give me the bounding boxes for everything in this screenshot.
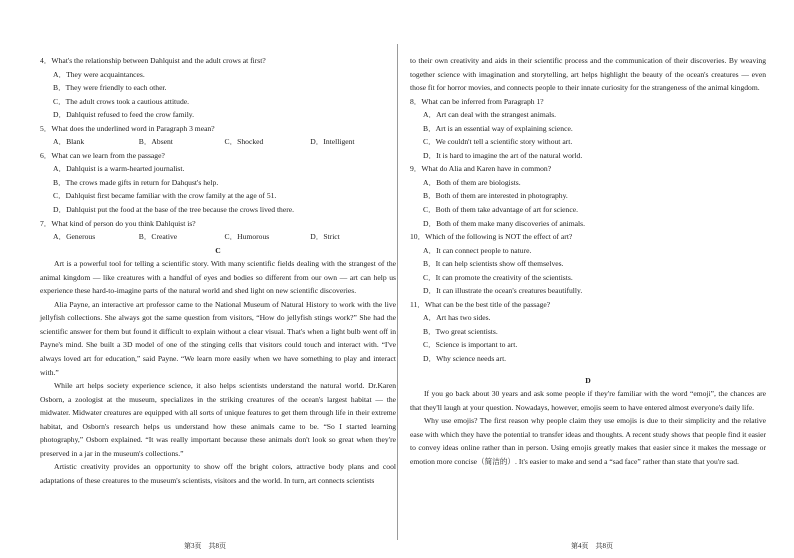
q6-option-c: C．Dahlquist first became familiar with the crow family at the age of 51. bbox=[53, 191, 277, 201]
question-7: 7．What kind of person do you think Dahlquist is? bbox=[40, 218, 196, 228]
passage-c-paragraph-1: Art is a powerful tool for telling a scientific story. With many scientific fields dealing with the strangest of the animal kingdom — like creatures with a handful of eyes and bodies so different from our own — art can help us experience these hard-to-imagine parts of the natural world and shed light on new scientific discoveries. bbox=[40, 259, 396, 296]
passage-c-paragraph-2: Alia Payne, an interactive art professor came to the National Museum of Natural History to work with the live jellyfish collections. She always got the same question from visitors, “How do jellyfish stings work?” She had the scientific answer for them but found it difficult to explain without a clear visual. That's when a light bulb went off in Payne's mind. She built a 3D model of one of the stinging cells that visitors could touch and interact with. “I've always loved art for education,” said Payne. “We learn more easily when we have something to play and interact with.” bbox=[40, 299, 396, 377]
q5-option-c: C．Shocked bbox=[224, 137, 264, 147]
q5-option-d: D．Intelligent bbox=[310, 137, 355, 147]
q10-option-b: B．It can help scientists show off themselves. bbox=[423, 259, 564, 269]
q7-option-a: A．Generous bbox=[53, 232, 96, 242]
q4-option-b: B．They were friendly to each other. bbox=[53, 83, 167, 93]
passage-c-paragraph-4: Artistic creativity provides an opportunity to show off the bright colors, attractive body plans and cool adaptations of these creatures to the museum's scientists, visitors and the world. In turn, art connects scientists bbox=[40, 462, 396, 485]
section-c-heading: C bbox=[215, 245, 221, 255]
q6-option-d: D．Dahlquist put the food at the base of the tree because the crows lived there. bbox=[53, 205, 295, 215]
q8-option-b: B．Art is an essential way of explaining science. bbox=[423, 123, 573, 133]
question-4: 4．What's the relationship between Dahlquist and the adult crows at first? bbox=[40, 56, 266, 65]
q10-option-c: C．It can promote the creativity of the scientists. bbox=[423, 272, 573, 282]
q8-option-a: A．Art can deal with the strangest animals. bbox=[423, 110, 557, 120]
q7-option-c: C．Humorous bbox=[224, 232, 270, 242]
question-8: 8．What can be inferred from Paragraph 1? bbox=[410, 96, 544, 106]
q5-option-a: A．Blank bbox=[53, 137, 85, 147]
passage-c-paragraph-3: While art helps society experience science, it also helps scientists understand the natural world. Dr.Karen Osborn, a zoologist at the museum, specializes in the striking creatures of the ocean's largest habitat — the midwater. Midwater creatures are equipped with all sorts of unique features to get them through life in their extreme habitat, and Osborn's research helps us understand how these animals came to be. “So I started learning photography,” Osborn explained. “It was really important because these animals don't look so great when they're preserved in a jar in the museum's collections.” bbox=[40, 381, 396, 458]
left-column bbox=[40, 54, 396, 488]
page-number-right: 第4页 共8页 bbox=[571, 542, 613, 550]
q4-option-d: D．Dahlquist refused to feed the crow family. bbox=[53, 110, 195, 120]
q9-option-a: A．Both of them are biologists. bbox=[423, 177, 521, 187]
q4-option-c: C．The adult crows took a cautious attitude. bbox=[53, 96, 190, 106]
q6-option-a: A．Dahlquist is a warm-hearted journalist. bbox=[53, 164, 185, 174]
column-divider bbox=[397, 44, 398, 540]
q11-option-d: D．Why science needs art. bbox=[423, 354, 507, 364]
q7-option-b: B．Creative bbox=[138, 232, 178, 242]
q8-option-d: D．It is hard to imagine the art of the natural world. bbox=[423, 150, 583, 160]
q4-option-a: A．They were acquaintances. bbox=[53, 69, 145, 79]
question-6: 6．What can we learn from the passage? bbox=[40, 150, 165, 160]
page-number-left: 第3页 共8页 bbox=[184, 542, 226, 550]
q5-options bbox=[53, 135, 396, 149]
right-column bbox=[410, 54, 766, 468]
section-d-heading: D bbox=[585, 375, 591, 385]
q9-option-d: D．Both of them make many discoveries of animals. bbox=[423, 218, 585, 228]
q11-option-a: A．Art has two sides. bbox=[423, 313, 491, 323]
q8-option-c: C．We couldn't tell a scientific story without art. bbox=[423, 137, 573, 147]
q5-option-b: B．Absent bbox=[138, 137, 173, 147]
q9-option-b: B．Both of them are interested in photography. bbox=[423, 191, 568, 201]
q7-option-d: D．Strict bbox=[310, 232, 340, 242]
q11-option-b: B．Two great scientists. bbox=[423, 326, 498, 336]
q10-option-a: A．It can connect people to nature. bbox=[423, 245, 532, 255]
q7-options bbox=[53, 230, 396, 244]
question-5-text: 5．What does the underlined word in Paragraph 3 mean? bbox=[40, 123, 215, 133]
question-5 bbox=[40, 122, 396, 136]
q9-option-c: C．Both of them take advantage of art for science. bbox=[423, 205, 578, 215]
question-9: 9．What do Alia and Karen have in common? bbox=[410, 164, 552, 174]
question-11: 11．What can be the best title of the passage? bbox=[410, 299, 551, 309]
q6-option-b: B．The crows made gifts in return for Dahqust's help. bbox=[53, 177, 219, 187]
passage-c-continuation: to their own creativity and aids in their scientific process and the communication of their discoveries. By weaving together science with imagination and storytelling, art helps highlight the beauty of the ocean's creatures — even those fit for horror movies, and connects people to their innate curiosity for the strangeness of the animal kingdom. bbox=[410, 56, 766, 93]
q11-option-c: C．Science is important to art. bbox=[423, 340, 518, 350]
passage-d-paragraph-1: If you go back about 30 years and ask some people if they're familiar with the word “emoji”, the chances are that they'll laugh at your question. Nowadays, however, emojis seem to have entered almost everyone's daily life. bbox=[410, 389, 766, 412]
passage-d-paragraph-2: Why use emojis? The first reason why people claim they use emojis is due to their simplicity and the relative ease with which they have the potential to transfer ideas and thoughts. A recent study shows that people find it easier to convey ideas online rather than in person. Using emojis greatly makes that easier since it makes the message or emotion more concise（简洁的）. It's easier to make and send a “sad face” rather than state that you're sad. bbox=[410, 416, 766, 466]
question-10: 10．Which of the following is NOT the effect of art? bbox=[410, 232, 573, 242]
q10-option-d: D．It can illustrate the ocean's creatures beautifully. bbox=[423, 286, 583, 296]
